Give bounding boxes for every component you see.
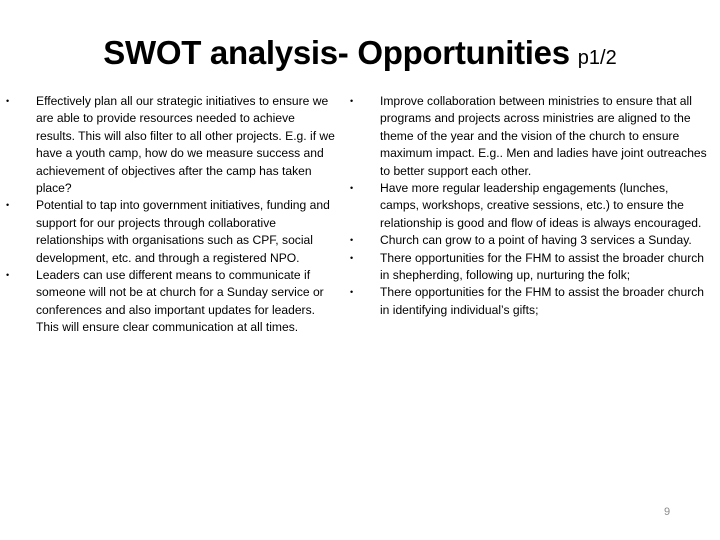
title-main: SWOT analysis- Opportunities	[103, 34, 570, 71]
bullet-text: Leaders can use different means to communicate if someone will not be at church for a Sunday service or conferences and also important updates for leaders. This will ensure clear communication at all times.	[36, 268, 324, 335]
right-bullet-list	[350, 93, 708, 319]
bullet-text: Have more regular leadership engagements (lunches, camps, workshops, creative sessions, etc.) to ensure the relationship is good and flow of ideas is always encouraged.	[380, 181, 702, 230]
list-item	[350, 93, 708, 180]
bullet-text: Effectively plan all our strategic initiatives to ensure we are able to provide resources needed to achieve results. This will also filter to all other projects. E.g. if we have a youth camp, how do we measure success and achievement of objectives after the camp has taken place?	[36, 94, 335, 196]
list-item	[350, 180, 708, 232]
bullet-text: There opportunities for the FHM to assist the broader church in identifying individual’s gifts;	[380, 285, 704, 317]
bullet-text: Improve collaboration between ministries to ensure that all programs and projects across ministries are aligned to the theme of the year and the vision of the church to ensure maximum impact. E.g.. Men and ladies have joint outreaches to better support each other.	[380, 94, 707, 178]
page-number: 9	[664, 506, 671, 518]
list-item	[6, 197, 336, 267]
list-item	[6, 267, 336, 337]
list-item	[6, 93, 336, 197]
left-bullet-list	[6, 93, 336, 337]
bullet-icon: •	[6, 200, 10, 211]
title-page-indicator: p1/2	[577, 47, 617, 69]
bullet-icon: •	[350, 287, 354, 298]
bullet-icon: •	[350, 183, 354, 194]
bullet-text: Potential to tap into government initiatives, funding and support for our projects through collaborative relationships with organisations such as CPF, social development, etc. and through a registered NPO.	[36, 198, 330, 265]
bullet-icon: •	[6, 96, 10, 106]
slide-title	[0, 34, 720, 72]
bullet-text: Church can grow to a point of having 3 services a Sunday.	[380, 233, 692, 248]
bullet-icon: •	[350, 252, 354, 263]
bullet-icon: •	[350, 96, 354, 106]
list-item	[350, 250, 708, 285]
bullet-icon: •	[350, 235, 354, 246]
bullet-icon: •	[6, 270, 10, 281]
bullet-text: There opportunities for the FHM to assist the broader church in shepherding, following up, nurturing the folk;	[380, 250, 704, 283]
list-item	[350, 284, 708, 319]
list-item	[350, 232, 708, 249]
